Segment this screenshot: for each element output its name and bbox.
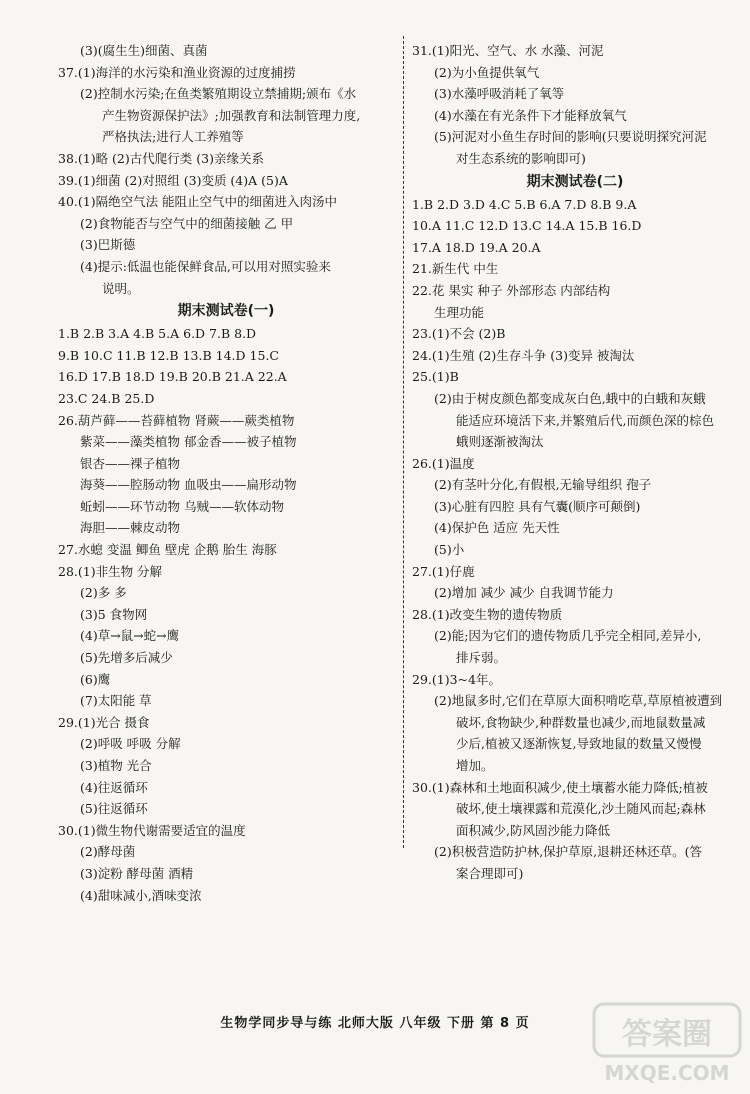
answer-line: 1.B 2.D 3.D 4.C 5.B 6.A 7.D 8.B 9.A xyxy=(412,196,637,212)
section-title: 期末测试卷(一) xyxy=(177,303,275,320)
answer-line: (2)有茎叶分化,有假根,无输导组织 孢子 xyxy=(434,477,652,493)
answer-line: (4)甜味减小,酒味变浓 xyxy=(80,887,202,903)
column-divider xyxy=(403,36,404,848)
answer-line: (3)心脏有四腔 具有气囊(顺序可颠倒) xyxy=(434,498,641,514)
answer-line: 紫菜——藻类植物 郁金香——被子植物 xyxy=(80,434,297,450)
answer-line: 海胆——棘皮动物 xyxy=(80,520,181,536)
answer-line: 海葵——腔肠动物 血吸虫——扁形动物 xyxy=(80,477,297,493)
answer-line: 37.(1)海洋的水污染和渔业资源的过度捕捞 xyxy=(58,64,296,80)
answer-line: (4)水藻在有光条件下才能释放氧气 xyxy=(434,107,627,123)
answer-line: 24.(1)生殖 (2)生存斗争 (3)变异 被淘汰 xyxy=(412,347,635,363)
answer-line: 破坏,使土壤裸露和荒漠化,沙土随风而起;森林 xyxy=(456,801,706,817)
answer-line: 29.(1)3~4年。 xyxy=(412,671,501,687)
answer-line: 9.B 10.C 11.B 12.B 13.B 14.D 15.C xyxy=(58,347,279,363)
answer-line: (3)(腐生生)细菌、真菌 xyxy=(80,43,208,58)
answer-line: 27.(1)仔鹿 xyxy=(412,563,475,579)
answer-line: 29.(1)光合 摄食 xyxy=(58,714,150,730)
answer-line: 1.B 2.B 3.A 4.B 5.A 6.D 7.B 8.D xyxy=(58,326,257,342)
answer-line: 蛾则逐渐被淘汰 xyxy=(456,434,544,450)
answer-line: 产生物资源保护法》;加强教育和法制管理力度, xyxy=(102,107,361,123)
answer-line: 26.葫芦藓——苔藓植物 肾蕨——蕨类植物 xyxy=(58,412,295,428)
answer-line: 严格执法;进行人工养殖等 xyxy=(102,129,244,145)
answer-line: (2)积极营造防护林,保护草原,退耕还林还草。(答 xyxy=(434,844,703,860)
answer-line: (2)多 多 xyxy=(80,585,127,601)
answer-line: 面积减少,防风固沙能力降低 xyxy=(456,822,610,838)
watermark-logo xyxy=(592,1000,742,1088)
answer-line: 破坏,食物缺少,种群数量也减少,而地鼠数量减 xyxy=(456,714,706,730)
answer-line: (2)增加 减少 减少 自我调节能力 xyxy=(434,585,614,601)
answer-line: (2)地鼠多时,它们在草原大面积啃吃草,草原植被遭到 xyxy=(434,693,723,709)
answer-line: (2)食物能否与空气中的细菌接触 乙 甲 xyxy=(80,215,294,231)
answer-line: (3)水藻呼吸消耗了氧等 xyxy=(434,86,565,102)
watermark-line2: MXQE.COM xyxy=(604,1061,730,1085)
answer-line: (5)先增多后减少 xyxy=(80,650,173,666)
answer-line: (4)草→鼠→蛇→鹰 xyxy=(80,628,180,644)
answer-line: (2)控制水污染;在鱼类繁殖期设立禁捕期;颁布《水 xyxy=(80,86,357,102)
answer-line: 25.(1)B xyxy=(412,369,459,385)
answer-line: 30.(1)微生物代谢需要适宜的温度 xyxy=(58,822,246,838)
answer-line: 23.C 24.B 25.D xyxy=(58,390,155,406)
section-title: 期末测试卷(二) xyxy=(526,173,624,190)
answer-line: (4)往返循环 xyxy=(80,779,148,795)
left-column xyxy=(58,40,394,906)
answer-line: 对生态系统的影响即可) xyxy=(456,150,586,166)
answer-line: 31.(1)阳光、空气、水 水藻、河泥 xyxy=(412,43,604,58)
watermark-line1: 答案圈 xyxy=(622,1017,712,1052)
answer-line: 说明。 xyxy=(102,280,140,296)
answer-line: 银杏——裸子植物 xyxy=(80,455,181,471)
answer-line: (3)巴斯德 xyxy=(80,237,136,253)
answer-line: 22.花 果实 种子 外部形态 内部结构 xyxy=(412,282,611,298)
answer-line: 16.D 17.B 18.D 19.B 20.B 21.A 22.A xyxy=(58,369,287,385)
answer-line: (3)淀粉 酵母菌 酒精 xyxy=(80,865,194,881)
answer-line: 28.(1)改变生物的遗传物质 xyxy=(412,606,563,622)
right-column xyxy=(412,40,738,885)
answer-line: (3)5 食物网 xyxy=(80,606,148,622)
answer-line: 27.水螅 变温 鲫鱼 壁虎 企鹅 胎生 海豚 xyxy=(58,542,277,558)
answer-line: 39.(1)细菌 (2)对照组 (3)变质 (4)A (5)A xyxy=(58,172,288,188)
answer-line: (5)往返循环 xyxy=(80,801,148,817)
answer-line: 案合理即可) xyxy=(456,865,524,881)
answer-line: 21.新生代 中生 xyxy=(412,261,499,277)
answer-line: (4)提示:低温也能保鲜食品,可以用对照实验来 xyxy=(80,258,331,274)
answer-line: (6)鹰 xyxy=(80,671,111,687)
answer-line: 蚯蚓——环节动物 乌贼——软体动物 xyxy=(80,498,284,514)
answer-line: (2)能;因为它们的遗传物质几乎完全相同,差异小, xyxy=(434,628,702,644)
page-footer: 生物学同步导与练 北师大版 八年级 下册 第 8 页 xyxy=(220,1016,530,1031)
answer-line: 30.(1)森林和土地面积减少,使土壤蓄水能力降低;植被 xyxy=(412,779,708,795)
answer-line: 10.A 11.C 12.D 13.C 14.A 15.B 16.D xyxy=(412,218,642,234)
answer-line: (3)植物 光合 xyxy=(80,758,152,773)
answer-line: 40.(1)隔绝空气法 能阻止空气中的细菌进入肉汤中 xyxy=(58,194,338,210)
answer-line: (2)为小鱼提供氧气 xyxy=(434,64,540,80)
answer-line: 能适应环境活下来,并繁殖后代,而颜色深的棕色 xyxy=(456,412,714,428)
answer-line: 生理功能 xyxy=(434,304,485,320)
answer-line: 38.(1)略 (2)古代爬行类 (3)亲缘关系 xyxy=(58,150,264,166)
answer-line: (4)保护色 适应 先天性 xyxy=(434,520,560,536)
answer-line: 少后,植被又逐渐恢复,导致地鼠的数量又慢慢 xyxy=(456,736,702,752)
answer-line: (7)太阳能 草 xyxy=(80,693,152,709)
answer-line: 28.(1)非生物 分解 xyxy=(58,563,163,579)
answer-line: (5)小 xyxy=(434,542,465,558)
answer-line: (5)河泥对小鱼生存时间的影响(只要说明探究河泥 xyxy=(434,129,707,145)
answer-line: (2)酵母菌 xyxy=(80,844,136,860)
answer-line: (2)由于树皮颜色都变成灰白色,蛾中的白蛾和灰蛾 xyxy=(434,390,706,406)
answer-line: 26.(1)温度 xyxy=(412,455,475,471)
answer-line: 排斥弱。 xyxy=(456,650,507,666)
answer-line: 17.A 18.D 19.A 20.A xyxy=(412,239,541,255)
answer-line: 23.(1)不会 (2)B xyxy=(412,326,506,342)
answer-line: (2)呼吸 呼吸 分解 xyxy=(80,736,181,752)
answer-line: 增加。 xyxy=(456,758,494,773)
